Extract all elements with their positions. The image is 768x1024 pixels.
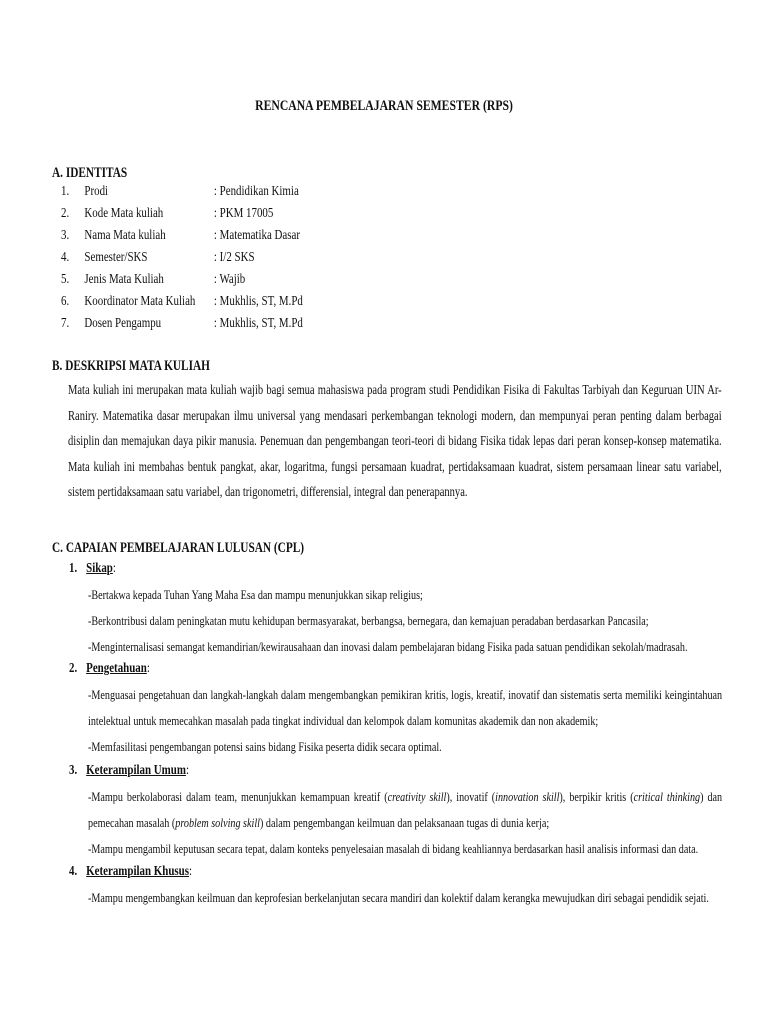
identity-row-value: : Pendidikan Kimia — [213, 184, 299, 199]
section-heading-identitas: A. IDENTITAS — [52, 165, 128, 181]
identity-row-number: 3. — [61, 228, 70, 243]
cpl-number: 2. — [69, 661, 78, 676]
cpl-number: 3. — [69, 763, 78, 778]
cpl-item: -Menguasai pengetahuan dan langkah-langkah dalam mengembangkan pemikiran kritis, logis, kreatif, inovatif dan sistematis serta memiliki keingintahuan intelektual untuk memecahkan masalah pada tingkat individual dan kelompok dalam komunitas akademik dan non akademik; — [88, 687, 723, 728]
identity-row-number: 1. — [61, 184, 70, 199]
identity-row-number: 4. — [61, 250, 70, 265]
identity-row-label: Kode Mata kuliah — [84, 206, 164, 221]
cpl-term: problem solving skill — [175, 815, 260, 830]
identity-row-value: : Matematika Dasar — [213, 228, 300, 243]
section-heading-cpl: C. CAPAIAN PEMBELAJARAN LULUSAN (CPL) — [52, 540, 305, 556]
identity-row-label: Prodi — [84, 184, 109, 199]
section-heading-deskripsi: B. DESKRIPSI MATA KULIAH — [52, 358, 210, 374]
cpl-text: -Mampu berkolaborasi dalam team, menunjukkan kemampuan kreatif ( — [88, 789, 388, 804]
cpl-item — [88, 784, 722, 836]
cpl-heading-pengetahuan: 2. Pengetahuan: — [69, 661, 150, 676]
identity-row-value: : Mukhlis, ST, M.Pd — [213, 294, 303, 309]
course-description: Mata kuliah ini merupakan mata kuliah wajib bagi semua mahasiswa pada program studi Pendidikan Fisika di Fakultas Tarbiyah dan Keguruan UIN Ar-Raniry. Matematika dasar merupakan ilmu universal yang mendasari perkembangan teknologi modern, dan mempunyai peran penting dalam berbagai disiplin dan memajukan daya pikir manusia. Penemuan dan pengembangan teori-teori di bidang Fisika tidak lepas dari peran konsep-konsep matematika. Mata kuliah ini membahas bentuk pangkat, akar, logaritma, fungsi persamaan kuadrat, pertidaksamaan kuadrat, sistem persamaan linear satu variabel, sistem pertidaksamaan satu variabel, dan trigonometri, differensial, integral dan penerapannya. — [68, 382, 722, 499]
cpl-number: 4. — [69, 864, 78, 879]
identity-row-number: 2. — [61, 206, 70, 221]
cpl-item: -Berkontribusi dalam peningkatan mutu kehidupan bermasyarakat, berbangsa, bernegara, dan kemajuan peradaban berdasarkan Pancasila; — [88, 613, 649, 628]
cpl-item: -Menginternalisasi semangat kemandirian/kewirausahaan dan inovasi dalam pembelajaran bidang Fisika pada satuan pendidikan sekolah/madrasah. — [88, 639, 688, 654]
cpl-name: Sikap — [86, 561, 113, 576]
identity-row-value: : PKM 17005 — [213, 206, 274, 221]
identity-row-value: : I/2 SKS — [213, 250, 255, 265]
cpl-item: -Mampu mengembangkan keilmuan dan keprofesian berkelanjutan secara mandiri dan kolektif dalam kerangka mewujudkan diri sebagai pendidik sejati. — [88, 890, 709, 905]
identity-row-number: 7. — [61, 316, 70, 331]
identity-row-label: Semester/SKS — [84, 250, 148, 265]
identity-row-value: : Wajib — [213, 272, 246, 287]
cpl-text: ) dalam pengembangan keilmuan dan pelaksanaan tugas di dunia kerja; — [259, 815, 550, 830]
cpl-item: -Mampu mengambil keputusan secara tepat, dalam konteks penyelesaian masalah di bidang keahliannya berdasarkan hasil analisis informasi dan data. — [88, 841, 699, 856]
identity-row-label: Koordinator Mata Kuliah — [84, 294, 196, 309]
identity-row-number: 6. — [61, 294, 70, 309]
identity-row-number: 5. — [61, 272, 70, 287]
cpl-item: -Memfasilitasi pengembangan potensi sains bidang Fisika peserta didik secara optimal. — [88, 739, 442, 754]
identity-row-label: Dosen Pengampu — [84, 316, 162, 331]
cpl-heading-keterampilan-khusus: 4. Keterampilan Khusus: — [69, 864, 193, 879]
cpl-text: ) dan pemecahan masalah ( — [88, 789, 723, 830]
cpl-text: ), berpikir kritis ( — [559, 789, 634, 804]
cpl-name: Keterampilan Umum — [86, 763, 186, 778]
identity-row-value: : Mukhlis, ST, M.Pd — [213, 316, 303, 331]
cpl-term: critical thinking — [633, 789, 701, 804]
document-title: RENCANA PEMBELAJARAN SEMESTER (RPS) — [255, 98, 513, 114]
cpl-term: creativity skill — [387, 789, 447, 804]
cpl-heading-keterampilan-umum: 3. Keterampilan Umum: — [69, 763, 189, 778]
cpl-name: Keterampilan Khusus — [86, 864, 190, 879]
cpl-heading-sikap: 1. Sikap: — [69, 561, 116, 576]
cpl-item: -Bertakwa kepada Tuhan Yang Maha Esa dan mampu menunjukkan sikap religius; — [88, 587, 423, 602]
identity-row-label: Jenis Mata Kuliah — [84, 272, 164, 287]
cpl-number: 1. — [69, 561, 78, 576]
cpl-name: Pengetahuan — [86, 661, 147, 676]
cpl-term: innovation skill — [495, 789, 560, 804]
cpl-text: ), inovatif ( — [446, 789, 496, 804]
identity-row-label: Nama Mata kuliah — [84, 228, 166, 243]
